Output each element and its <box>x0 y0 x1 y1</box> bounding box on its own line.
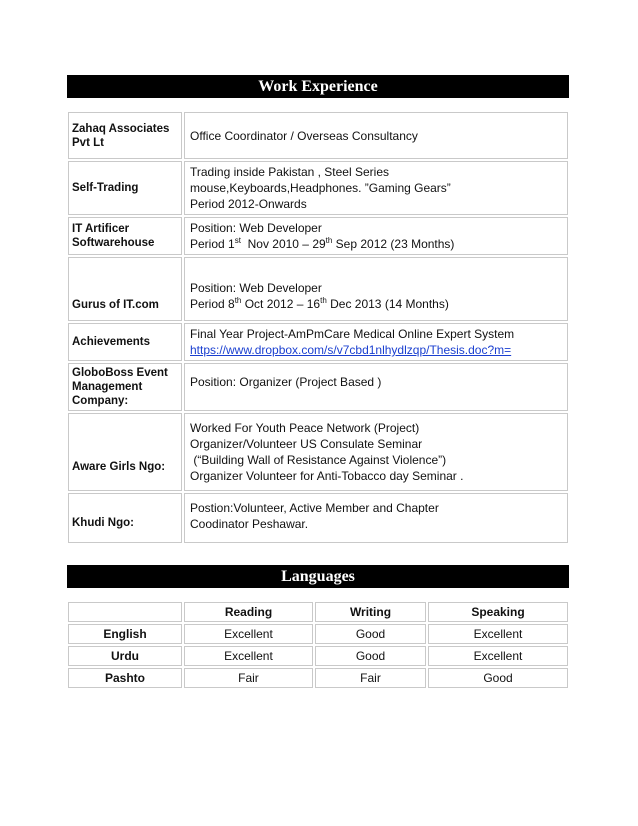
work-experience-heading: Work Experience <box>67 75 569 98</box>
ordinal-suffix: th <box>234 296 242 305</box>
employer-name: Khudi Ngo: <box>68 493 182 543</box>
speaking-level: Good <box>428 668 568 688</box>
description-line: Coodinator Peshawar. <box>190 517 309 531</box>
header-writing: Writing <box>315 602 426 622</box>
job-description <box>184 161 568 215</box>
job-description <box>184 363 568 411</box>
ordinal-suffix: st <box>234 236 241 245</box>
description-line: Final Year Project-AmPmCare Medical Online Expert System <box>190 327 515 341</box>
reading-level: Excellent <box>184 624 313 644</box>
ordinal-suffix: th <box>325 236 333 245</box>
period-text: Sep 2012 (23 Months) <box>332 237 455 251</box>
table-row <box>68 646 568 666</box>
table-row <box>68 493 568 543</box>
reading-level: Excellent <box>184 646 313 666</box>
writing-level: Good <box>315 624 426 644</box>
table-header-row <box>68 602 568 622</box>
description-line: (“Building Wall of Resistance Against Violence”) <box>190 453 447 467</box>
table-row <box>68 217 568 255</box>
language-name: English <box>68 624 182 644</box>
job-description <box>184 323 568 361</box>
period-text: Dec 2013 (14 Months) <box>326 297 449 311</box>
employer-name: Zahaq Associates Pvt Lt <box>68 112 182 159</box>
job-description <box>184 257 568 321</box>
table-row <box>68 161 568 215</box>
position-line: Position: Web Developer <box>190 281 322 295</box>
job-description <box>184 112 568 159</box>
employer-name: Aware Girls Ngo: <box>68 413 182 491</box>
employer-name: GloboBoss Event Management Company: <box>68 363 182 411</box>
period-text: Period 8 <box>190 297 235 311</box>
description-line: Organizer/Volunteer US Consulate Seminar <box>190 437 423 451</box>
language-name: Urdu <box>68 646 182 666</box>
position-line: Position: Web Developer <box>190 221 322 235</box>
period-line <box>190 296 562 312</box>
work-experience-table <box>66 110 570 545</box>
period-text: Oct 2012 – 16 <box>241 297 321 311</box>
table-row <box>68 112 568 159</box>
speaking-level: Excellent <box>428 646 568 666</box>
ordinal-suffix: th <box>320 296 327 305</box>
table-row <box>68 624 568 644</box>
speaking-level: Excellent <box>428 624 568 644</box>
period-text: Period 1 <box>190 237 235 251</box>
period-text: Nov 2010 – 29 <box>240 237 326 251</box>
language-name: Pashto <box>68 668 182 688</box>
description-line: Position: Organizer (Project Based ) <box>190 375 382 389</box>
period-line <box>190 236 562 252</box>
languages-heading: Languages <box>67 565 569 588</box>
description-line: Office Coordinator / Overseas Consultancy <box>190 128 418 143</box>
reading-level: Fair <box>184 668 313 688</box>
job-description <box>184 217 568 255</box>
description-line: Worked For Youth Peace Network (Project) <box>190 421 420 435</box>
table-row <box>68 413 568 491</box>
description-line: Organizer Volunteer for Anti-Tobacco day Seminar . <box>190 469 464 483</box>
header-speaking: Speaking <box>428 602 568 622</box>
header-reading: Reading <box>184 602 313 622</box>
thesis-link[interactable]: https://www.dropbox.com/s/v7cbd1nlhydlzqp/Thesis.doc?m= <box>190 343 512 357</box>
header-cell <box>68 602 182 622</box>
employer-name: IT Artificer Softwarehouse <box>68 217 182 255</box>
table-row <box>68 363 568 411</box>
table-row <box>68 323 568 361</box>
table-row <box>68 257 568 321</box>
description-line: Trading inside Pakistan , Steel Series <box>190 165 389 179</box>
writing-level: Good <box>315 646 426 666</box>
description-line: Postion:Volunteer, Active Member and Chapter <box>190 501 439 515</box>
job-description <box>184 493 568 543</box>
languages-table <box>66 600 570 690</box>
employer-name: Self-Trading <box>68 161 182 215</box>
employer-name: Gurus of IT.com <box>68 257 182 321</box>
employer-name: Achievements <box>68 323 182 361</box>
job-description <box>184 413 568 491</box>
table-row <box>68 668 568 688</box>
description-line: mouse,Keyboards,Headphones. ”Gaming Gears” <box>190 181 451 195</box>
writing-level: Fair <box>315 668 426 688</box>
description-line: Period 2012-Onwards <box>190 197 307 211</box>
